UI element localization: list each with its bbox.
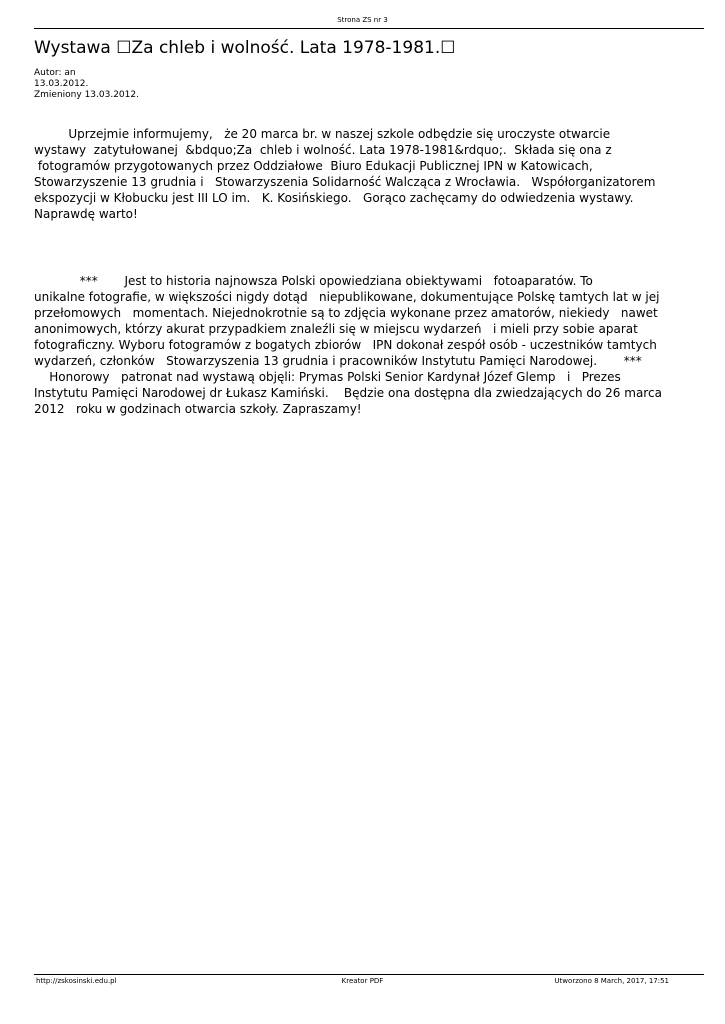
paragraph-line: Uprzejmie informujemy, że 20 marca br. w naszej szkole odbędzie się uroczyste otwarcie bbox=[34, 127, 611, 141]
article-paragraph-2 bbox=[34, 273, 696, 417]
paragraph-line: przełomowych momentach. Niejednokrotnie są to zdjęcia wykonane przez amatorów, niekiedy nawet bbox=[34, 306, 658, 320]
paragraph-line: Stowarzyszenie 13 grudnia i Stowarzyszenia Solidarność Walcząca z Wrocławia. Współorganizatorem bbox=[34, 175, 656, 189]
modified-line: Zmieniony 13.03.2012. bbox=[34, 90, 139, 100]
page-header-label: Strona ZS nr 3 bbox=[337, 16, 388, 24]
article-meta bbox=[34, 68, 139, 101]
footer-created: Utworzono 8 March, 2017, 17:51 bbox=[554, 977, 669, 985]
paragraph-line: unikalne fotografie, w większości nigdy dotąd niepublikowane, dokumentujące Polskę tamtych lat w jej bbox=[34, 290, 660, 304]
paragraph-line: wystawy zatytułowanej &bdquo;Za chleb i wolność. Lata 1978-1981&rdquo;. Składa się ona z bbox=[34, 143, 612, 157]
paragraph-line: Naprawdę warto! bbox=[34, 207, 138, 221]
footer-generator: Kreator PDF bbox=[341, 977, 384, 985]
paragraph-line: Honorowy patronat nad wystawą objęli: Prymas Polski Senior Kardynał Józef Glemp i Prezes bbox=[34, 370, 621, 384]
paragraph-line: *** Jest to historia najnowsza Polski opowiedziana obiektywami fotoaparatów. To bbox=[34, 274, 593, 288]
footer-url[interactable]: http://zskosinski.edu.pl bbox=[36, 977, 117, 985]
paragraph-line: fotograficzny. Wyboru fotogramów z bogatych zbiorów IPN dokonał zespół osób - uczestników tamtych bbox=[34, 338, 657, 352]
paragraph-line: anonimowych, którzy akurat przypadkiem znaleźli się w miejscu wydarzeń i mieli przy sobie aparat bbox=[34, 322, 638, 336]
paragraph-line: ekspozycji w Kłobucku jest III LO im. K. Kosińskiego. Gorąco zachęcamy do odwiedzenia wystawy. bbox=[34, 191, 634, 205]
paragraph-line: 2012 roku w godzinach otwarcia szkoły. Zapraszamy! bbox=[34, 402, 362, 416]
header-divider bbox=[34, 28, 704, 29]
footer-divider bbox=[34, 974, 704, 975]
paragraph-line: wydarzeń, członków Stowarzyszenia 13 grudnia i pracowników Instytutu Pamięci Narodowej. *** bbox=[34, 354, 642, 368]
paragraph-line: Instytutu Pamięci Narodowej dr Łukasz Kamiński. Będzie ona dostępna dla zwiedzających do 26 marca bbox=[34, 386, 662, 400]
paragraph-line: fotogramów przygotowanych przez Oddziałowe Biuro Edukacji Publicznej IPN w Katowicach, bbox=[34, 159, 593, 173]
article-title: Wystawa ☐Za chleb i wolność. Lata 1978-1981.☐ bbox=[34, 38, 456, 58]
created-date: 13.03.2012. bbox=[34, 79, 89, 89]
article-paragraph-1 bbox=[34, 126, 696, 222]
author-line: Autor: an bbox=[34, 68, 76, 78]
